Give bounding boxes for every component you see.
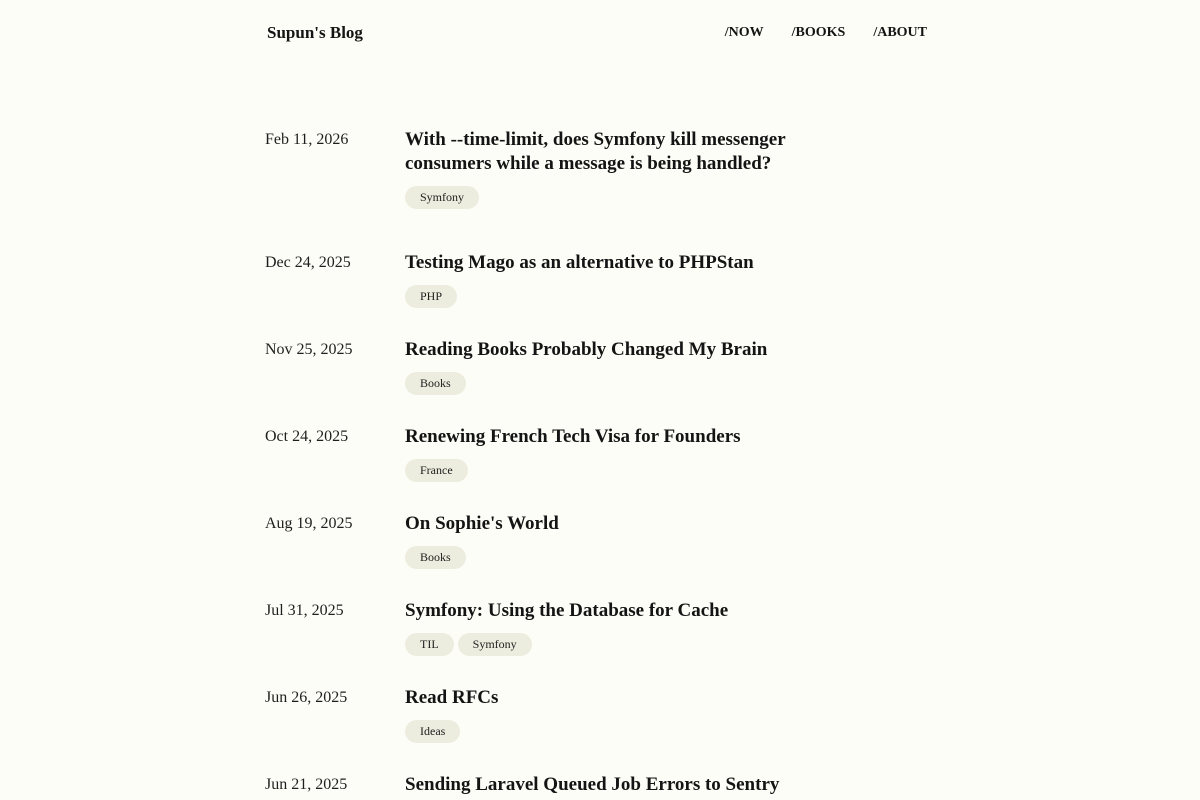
post-tags — [405, 372, 905, 396]
top-nav — [725, 23, 927, 43]
nav-about-link[interactable]: /ABOUT — [873, 25, 927, 40]
site-brand-link[interactable]: Supun's Blog — [267, 23, 363, 42]
post-date: Jul 31, 2025 — [265, 602, 344, 619]
nav-now-link[interactable]: /NOW — [724, 25, 764, 40]
tag-badge[interactable]: TIL — [405, 633, 454, 656]
post-title-link[interactable]: Read RFCs — [405, 687, 499, 708]
post-date: Jun 26, 2025 — [265, 689, 348, 706]
post-body — [405, 773, 905, 800]
post-tags — [405, 720, 905, 744]
post-title-link[interactable]: Sending Laravel Queued Job Errors to Sentry — [405, 774, 780, 795]
tag-badge[interactable]: Symfony — [458, 633, 532, 656]
post-body — [405, 686, 905, 773]
tag-badge[interactable]: Ideas — [405, 720, 460, 743]
post-tags — [405, 285, 905, 309]
post-date: Nov 25, 2025 — [265, 341, 353, 358]
tag-badge[interactable]: Books — [405, 372, 466, 395]
post-list-item — [265, 512, 905, 599]
post-title-link[interactable]: Renewing French Tech Visa for Founders — [405, 426, 741, 447]
tag-badge[interactable]: PHP — [405, 285, 457, 308]
post-list-item — [265, 251, 905, 338]
post-body — [405, 512, 905, 599]
nav-books-link[interactable]: /BOOKS — [791, 25, 846, 40]
post-body — [405, 128, 905, 251]
post-title-link[interactable]: Reading Books Probably Changed My Brain — [405, 339, 768, 360]
tag-badge[interactable]: Books — [405, 546, 466, 569]
post-date: Jun 21, 2025 — [265, 776, 348, 793]
post-list-item — [265, 773, 905, 800]
site-header — [267, 22, 927, 46]
post-date: Aug 19, 2025 — [265, 515, 353, 532]
post-list — [265, 128, 905, 800]
post-list-item — [265, 599, 905, 686]
post-title-link[interactable]: Testing Mago as an alternative to PHPStan — [405, 252, 754, 273]
post-tags — [405, 633, 905, 657]
post-list-item — [265, 338, 905, 425]
post-tags — [405, 459, 905, 483]
post-title-link[interactable]: With --time-limit, does Symfony kill messenger consumers while a message is being handled? — [405, 129, 786, 174]
post-title-link[interactable]: Symfony: Using the Database for Cache — [405, 600, 729, 621]
tag-badge[interactable]: Symfony — [405, 186, 479, 209]
post-body — [405, 338, 905, 425]
post-body — [405, 599, 905, 686]
post-tags — [405, 186, 905, 210]
tag-badge[interactable]: France — [405, 459, 468, 482]
post-list-item — [265, 128, 905, 251]
post-tags — [405, 546, 905, 570]
post-list-item — [265, 425, 905, 512]
post-list-item — [265, 686, 905, 773]
post-date: Dec 24, 2025 — [265, 254, 351, 271]
post-date: Oct 24, 2025 — [265, 428, 349, 445]
post-title-link[interactable]: On Sophie's World — [405, 513, 559, 534]
post-body — [405, 425, 905, 512]
post-body — [405, 251, 905, 338]
post-date: Feb 11, 2026 — [265, 131, 349, 148]
